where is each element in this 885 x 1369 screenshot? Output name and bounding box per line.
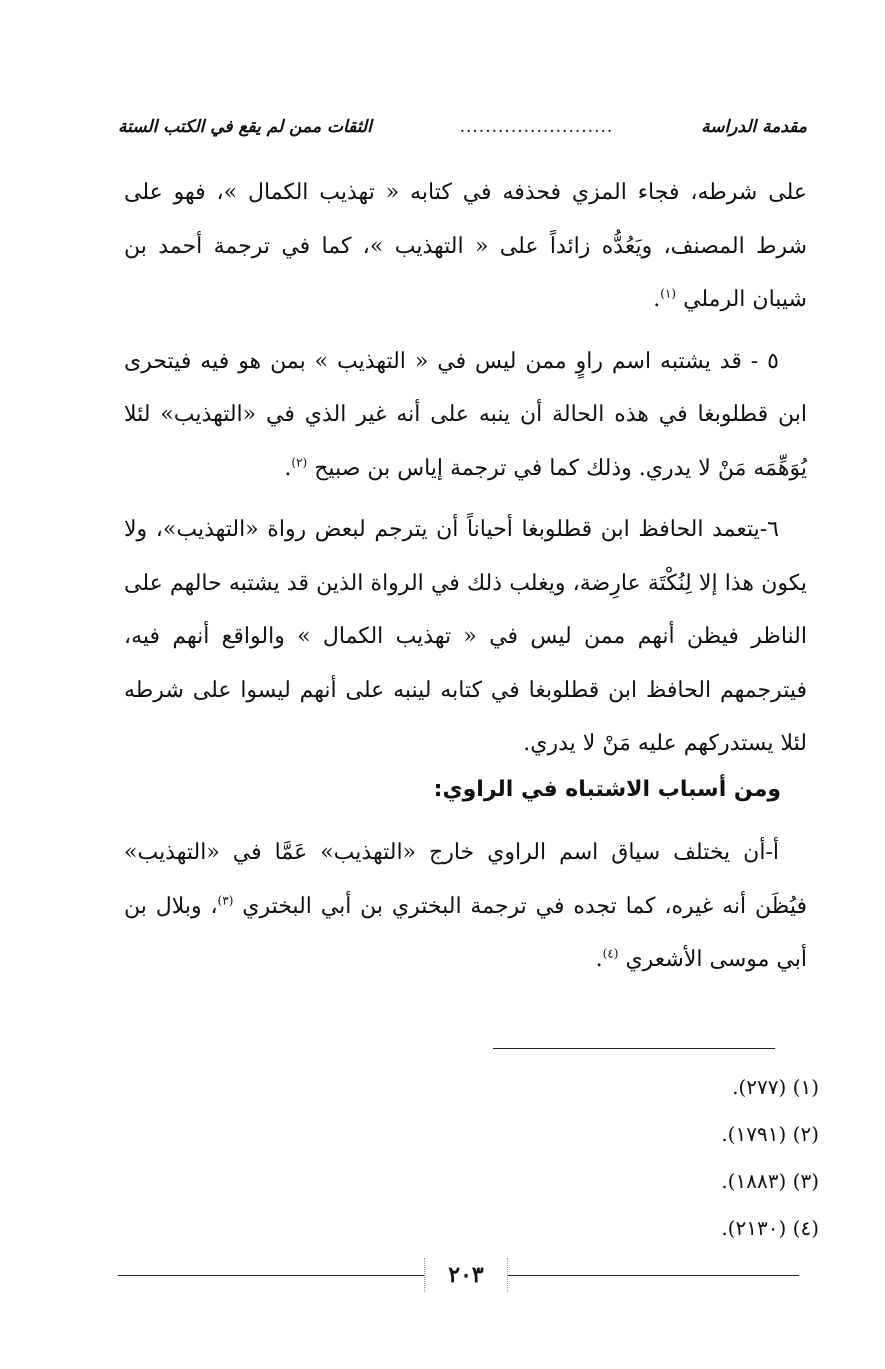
footnote-reference[interactable]: (٢) xyxy=(291,455,308,470)
text-line: ٦-يتعمد الحافظ ابن قطلوبغا أحياناً أن يترجم لبعض رواة «التهذيب»، ولا xyxy=(124,517,779,542)
text-line: المصنف، ويَعُدُّه زائداً على « التهذيب »، كما في ترجمة أحمد بن شيبان xyxy=(124,233,807,312)
page-number: ٢٠٣ xyxy=(424,1258,508,1292)
footer-rule-right xyxy=(503,1275,799,1276)
footnote-divider xyxy=(493,1048,775,1049)
paragraph-continuation xyxy=(124,166,807,327)
text-line: قطلوبغا في هذه الحالة أن ينبه على أنه غير الذي في «التهذيب» لئلا يُوَهِّمَه مَنْ xyxy=(124,402,807,481)
text-line: الناظر فيظن أنهم ممن ليس في « تهذيب الكمال » والواقع أنهم فيه، فيترجمهم xyxy=(124,624,807,703)
paragraph-point-6 xyxy=(124,503,807,771)
text-punctuation: . xyxy=(284,455,292,481)
section-heading: ومن أسباب الاشتباه في الراوي: xyxy=(433,777,781,802)
footnote-reference[interactable]: (٤) xyxy=(602,946,619,961)
text-line: ، وبلال بن أبي xyxy=(124,893,807,972)
header-leader-dots: ........................ xyxy=(459,117,614,137)
footnote-item: (٢) (١٧٩١). xyxy=(721,1122,819,1146)
header-book-title: الثقات ممن لم يقع في الكتب الستة xyxy=(118,117,372,137)
text-line: يكون هذا إلا لِنُكْتَة عارِضة، ويغلب ذلك في الرواة الذين قد يشتبه حالهم على xyxy=(124,570,807,596)
text-line: ٥ - قد يشتبه اسم راوٍ ممن ليس في « التهذيب » بمن هو فيه فيتحرى ابن xyxy=(124,348,807,427)
text-line: الرملي xyxy=(683,287,746,312)
running-header xyxy=(118,112,807,142)
main-text-block xyxy=(124,166,807,771)
text-line: لا يدري. وذلك كما في ترجمة إياس بن صبيح xyxy=(314,455,711,481)
text-line: أنه غيره، كما تجده في ترجمة البختري بن أبي البختري xyxy=(242,893,747,919)
footnote-reference[interactable]: (٣) xyxy=(217,893,234,908)
text-line: عليه مَنْ لا يدري. xyxy=(523,731,677,756)
footnote-item: (١) (٢٧٧). xyxy=(732,1075,819,1099)
footnote-item: (٤) (٢١٣٠). xyxy=(721,1216,819,1240)
secondary-text-block xyxy=(124,826,807,987)
text-line: أ-أن يختلف سياق اسم الراوي خارج «التهذيب» عَمَّا في «التهذيب» فيُظَن xyxy=(124,840,807,919)
header-chapter-title: مقدمة الدراسة xyxy=(701,117,807,137)
text-punctuation: . xyxy=(595,947,603,972)
text-line: على شرطه، فجاء المزي فحذفه في كتابه « تهذيب الكمال »، فهو على شرط xyxy=(124,180,807,259)
paragraph-point-5 xyxy=(124,335,807,496)
text-line: الحافظ ابن قطلوبغا في كتابه لينبه على أنهم ليسوا على شرطه لئلا يستدركهم xyxy=(124,677,807,756)
text-punctuation: . xyxy=(653,287,661,312)
footer-rule-left xyxy=(118,1275,424,1276)
text-line: موسى الأشعري xyxy=(625,947,770,972)
paragraph-point-a xyxy=(124,826,807,987)
footnotes-list xyxy=(519,1064,819,1252)
footnote-item: (٣) (١٨٨٣). xyxy=(721,1169,819,1193)
footnote-reference[interactable]: (١) xyxy=(660,286,677,301)
